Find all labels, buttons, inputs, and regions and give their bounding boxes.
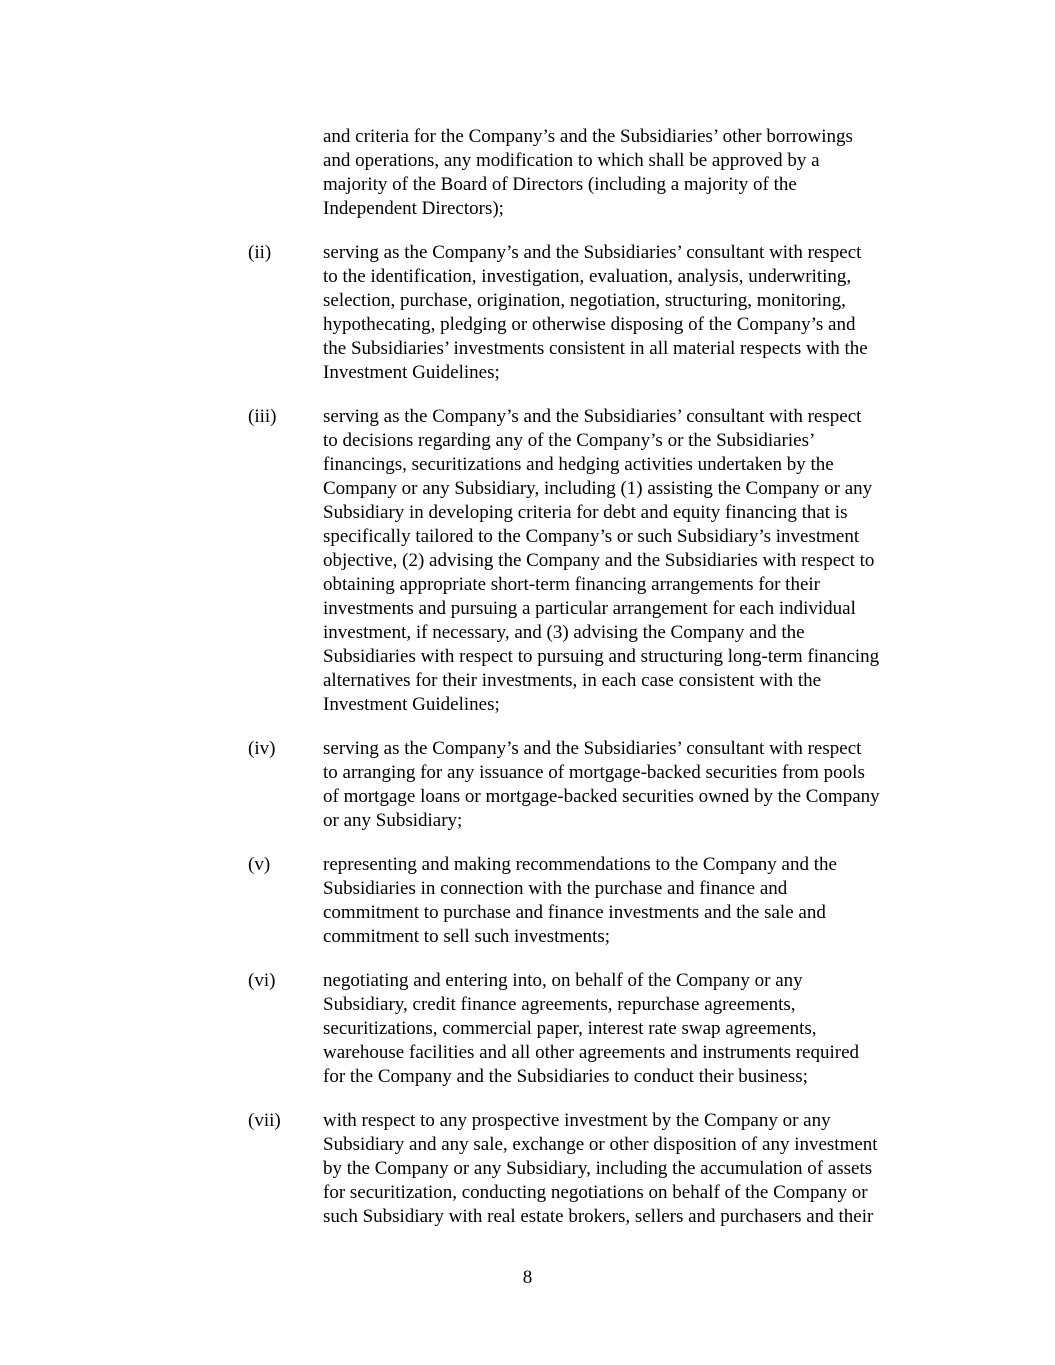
clause-paragraph: [248, 853, 948, 949]
text-line: Subsidiaries in connection with the purchase and finance and: [323, 878, 788, 899]
page-number: 8: [522, 1267, 533, 1288]
clause-label: (ii): [248, 242, 272, 263]
clause-label: (iii): [248, 406, 277, 427]
text-line: for the Company and the Subsidiaries to conduct their business;: [323, 1066, 808, 1087]
text-line: hypothecating, pledging or otherwise disposing of the Company’s and: [323, 314, 856, 335]
text-line: with respect to any prospective investment by the Company or any: [323, 1110, 831, 1131]
clause-label: (iv): [248, 738, 276, 759]
clause-paragraph: [248, 1109, 948, 1229]
text-line: Independent Directors);: [323, 198, 504, 219]
text-line: and operations, any modification to which shall be approved by a: [323, 150, 820, 171]
text-line: commitment to sell such investments;: [323, 926, 611, 947]
document-body: [248, 125, 948, 1249]
text-line: such Subsidiary with real estate brokers, sellers and purchasers and their: [323, 1206, 874, 1227]
text-line: representing and making recommendations to the Company and the: [323, 854, 837, 875]
text-line: commitment to purchase and finance investments and the sale and: [323, 902, 826, 923]
clause-paragraph: [248, 737, 948, 833]
clause-paragraph: [248, 969, 948, 1089]
clause-label: (vi): [248, 970, 276, 991]
clause-label: (vii): [248, 1110, 281, 1131]
text-line: investments and pursuing a particular arrangement for each individual: [323, 598, 856, 619]
text-line: objective, (2) advising the Company and the Subsidiaries with respect to: [323, 550, 875, 571]
text-line: serving as the Company’s and the Subsidiaries’ consultant with respect: [323, 406, 862, 427]
text-line: or any Subsidiary;: [323, 810, 463, 831]
text-line: financings, securitizations and hedging activities undertaken by the: [323, 454, 834, 475]
text-line: investment, if necessary, and (3) advising the Company and the: [323, 622, 805, 643]
clause-label: (v): [248, 854, 271, 875]
clause-paragraph: [248, 125, 948, 221]
text-line: to the identification, investigation, evaluation, analysis, underwriting,: [323, 266, 852, 287]
clause-paragraph: [248, 405, 948, 717]
text-line: specifically tailored to the Company’s or such Subsidiary’s investment: [323, 526, 860, 547]
text-line: alternatives for their investments, in each case consistent with the: [323, 670, 822, 691]
text-line: the Subsidiaries’ investments consistent in all material respects with the: [323, 338, 868, 359]
text-line: to decisions regarding any of the Company’s or the Subsidiaries’: [323, 430, 816, 451]
text-line: negotiating and entering into, on behalf of the Company or any: [323, 970, 803, 991]
text-line: serving as the Company’s and the Subsidiaries’ consultant with respect: [323, 738, 862, 759]
text-line: and criteria for the Company’s and the Subsidiaries’ other borrowings: [323, 126, 853, 147]
text-line: Subsidiary, credit finance agreements, repurchase agreements,: [323, 994, 796, 1015]
text-line: serving as the Company’s and the Subsidiaries’ consultant with respect: [323, 242, 862, 263]
text-line: Subsidiary in developing criteria for debt and equity financing that is: [323, 502, 848, 523]
text-line: selection, purchase, origination, negotiation, structuring, monitoring,: [323, 290, 846, 311]
text-line: by the Company or any Subsidiary, including the accumulation of assets: [323, 1158, 873, 1179]
text-line: Investment Guidelines;: [323, 694, 500, 715]
text-line: majority of the Board of Directors (including a majority of the: [323, 174, 797, 195]
text-line: for securitization, conducting negotiations on behalf of the Company or: [323, 1182, 868, 1203]
text-line: Investment Guidelines;: [323, 362, 500, 383]
clause-paragraph: [248, 241, 948, 385]
text-line: of mortgage loans or mortgage-backed securities owned by the Company: [323, 786, 880, 807]
text-line: securitizations, commercial paper, interest rate swap agreements,: [323, 1018, 817, 1039]
text-line: obtaining appropriate short-term financing arrangements for their: [323, 574, 820, 595]
text-line: Subsidiaries with respect to pursuing and structuring long-term financing: [323, 646, 880, 667]
text-line: Company or any Subsidiary, including (1) assisting the Company or any: [323, 478, 873, 499]
clause-label: [248, 125, 323, 221]
text-line: warehouse facilities and all other agreements and instruments required: [323, 1042, 860, 1063]
text-line: to arranging for any issuance of mortgage-backed securities from pools: [323, 762, 865, 783]
text-line: Subsidiary and any sale, exchange or other disposition of any investment: [323, 1134, 878, 1155]
